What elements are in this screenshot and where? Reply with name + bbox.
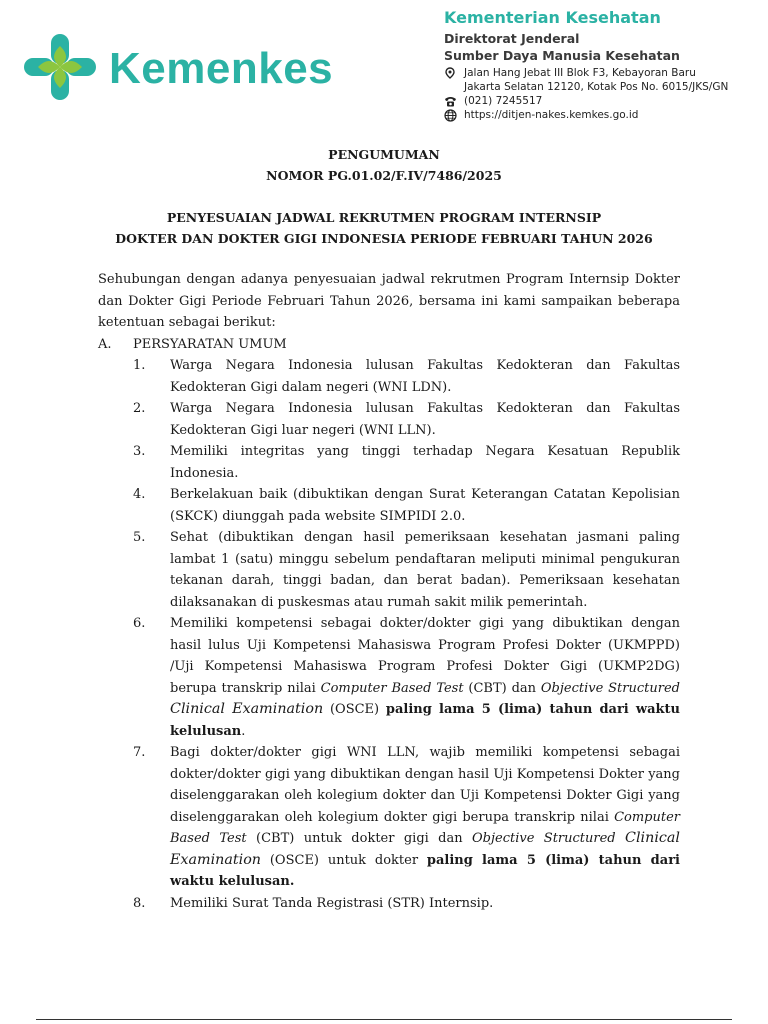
- list-item: [98, 742, 680, 893]
- address-line2: Jakarta Selatan 12120, Kotak Pos No. 6015/JKS/GN: [464, 81, 729, 93]
- phone-number: (021) 7245517: [464, 95, 543, 107]
- list-item: [98, 613, 680, 742]
- list-item: [98, 355, 680, 398]
- document-body: [98, 269, 680, 914]
- list-item: [98, 527, 680, 613]
- phone-icon: [444, 94, 464, 108]
- item-number: 1.: [133, 358, 146, 373]
- address-line1: Jalan Hang Jebat III Blok F3, Kebayoran Baru: [464, 67, 696, 79]
- footer-divider: [36, 1019, 732, 1020]
- kemenkes-logo-icon: [24, 34, 96, 100]
- doc-type: PENGUMUMAN: [328, 147, 440, 162]
- requirements-list: [98, 355, 680, 914]
- intro-paragraph: Sehubungan dengan adanya penyesuaian jadwal rekrutmen Program Internsip Dokter dan Dokter Gigi Periode Februari Tahun 2026, bersama ini kami sampaikan beberapa ketentuan sebagai berikut:: [98, 272, 680, 330]
- org-unit-line1: Direktorat Jenderal: [444, 31, 580, 46]
- doc-title-line2: DOKTER DAN DOKTER GIGI INDONESIA PERIODE FEBRUARI TAHUN 2026: [115, 231, 653, 246]
- item-text: Bagi dokter/dokter gigi WNI LLN, wajib memiliki kompetensi sebagai dokter/dokter gigi yang dibuktikan dengan hasil Uji Kompetensi Dokter yang diselenggarakan oleh kolegium dokter dan Uji Kompetensi Dokter Gigi yang diselenggarakan oleh kolegium dokter gigi berupa transkrip nilai Computer Based Test (CBT) untuk dokter gigi dan Objective Structured Clinical Examination (OSCE) untuk dokter paling lama 5 (lima) tahun dari waktu kelulusan.: [170, 745, 680, 889]
- item-number: 6.: [133, 616, 146, 631]
- org-unit-line2: Sumber Daya Manusia Kesehatan: [444, 48, 680, 63]
- item-number: 3.: [133, 444, 146, 459]
- item-text: Memiliki integritas yang tinggi terhadap Negara Kesatuan Republik Indonesia.: [170, 444, 680, 481]
- item-text: Berkelakuan baik (dibuktikan dengan Surat Keterangan Catatan Kepolisian (SKCK) diunggah pada website SIMPIDI 2.0.: [170, 487, 680, 524]
- list-item: [98, 398, 680, 441]
- item-number: 7.: [133, 745, 146, 760]
- list-item: [98, 484, 680, 527]
- location-icon: [444, 66, 464, 80]
- item-text: Warga Negara Indonesia lulusan Fakultas Kedokteran dan Fakultas Kedokteran Gigi luar negeri (WNI LLN).: [170, 401, 680, 438]
- globe-icon: [444, 108, 464, 122]
- section-title: PERSYARATAN UMUM: [133, 336, 287, 352]
- item-text: Memiliki Surat Tanda Registrasi (STR) Internsip.: [170, 895, 494, 911]
- doc-number: NOMOR PG.01.02/F.IV/7486/2025: [266, 168, 502, 183]
- logo-wordmark: Kemenkes: [109, 44, 334, 93]
- item-text: Warga Negara Indonesia lulusan Fakultas Kedokteran dan Fakultas Kedokteran Gigi dalam negeri (WNI LDN).: [170, 358, 680, 395]
- item-number: 2.: [133, 401, 146, 416]
- org-header: [444, 6, 680, 64]
- website-row: [444, 108, 728, 122]
- website-link[interactable]: https://ditjen-nakes.kemkes.go.id: [464, 109, 639, 121]
- list-item: [98, 441, 680, 484]
- doc-title-line1: PENYESUAIAN JADWAL REKRUTMEN PROGRAM INTERNSIP: [166, 210, 602, 225]
- item-number: 4.: [133, 487, 146, 502]
- phone-row: [444, 94, 728, 108]
- contact-block: [444, 66, 728, 122]
- address-row: [444, 66, 728, 94]
- org-name: Kementerian Kesehatan: [444, 8, 661, 27]
- section-letter: A.: [98, 336, 112, 352]
- item-text: Memiliki kompetensi sebagai dokter/dokter gigi yang dibuktikan dengan hasil lulus Uji Kompetensi Mahasiswa Program Profesi Dokter (UKMPPD) /Uji Kompetensi Mahasiswa Program Profesi Dokter Gigi (UKMP2DG) berupa transkrip nilai Computer Based Test (CBT) dan Objective Structured Clinical Examination (OSCE) paling lama 5 (lima) tahun dari waktu kelulusan.: [170, 616, 680, 739]
- list-item: [98, 893, 680, 915]
- section-heading: [98, 334, 680, 356]
- item-number: 5.: [133, 530, 146, 545]
- item-text: Sehat (dibuktikan dengan hasil pemeriksaan kesehatan jasmani paling lambat 1 (satu) minggu sebelum pendaftaran meliputi minimal pengukuran tekanan darah, tinggi badan, dan berat badan). Pemeriksaan kesehatan dilaksanakan di puskesmas atau rumah sakit milik pemerintah.: [170, 530, 680, 610]
- item-number: 8.: [133, 895, 146, 911]
